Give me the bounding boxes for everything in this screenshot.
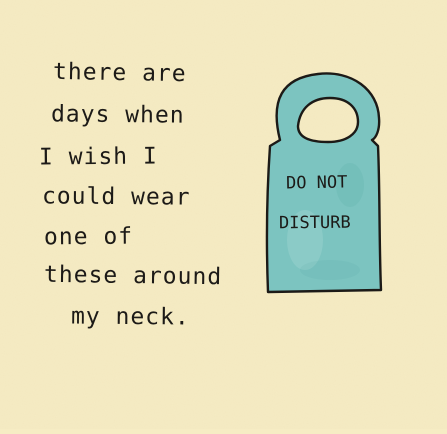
note-line: days when (50, 101, 185, 129)
note-line: I wish I (38, 143, 158, 171)
note-line: one of (43, 223, 134, 251)
note-line: could wear (41, 183, 191, 211)
door-hanger-label: DO NOT (285, 172, 348, 194)
watercolor-blotch (300, 260, 360, 280)
door-hanger-label: DISTURB (278, 212, 351, 234)
note-line: there are (52, 58, 187, 88)
note-line: these around (43, 261, 223, 291)
note-line: my neck. (70, 303, 190, 331)
